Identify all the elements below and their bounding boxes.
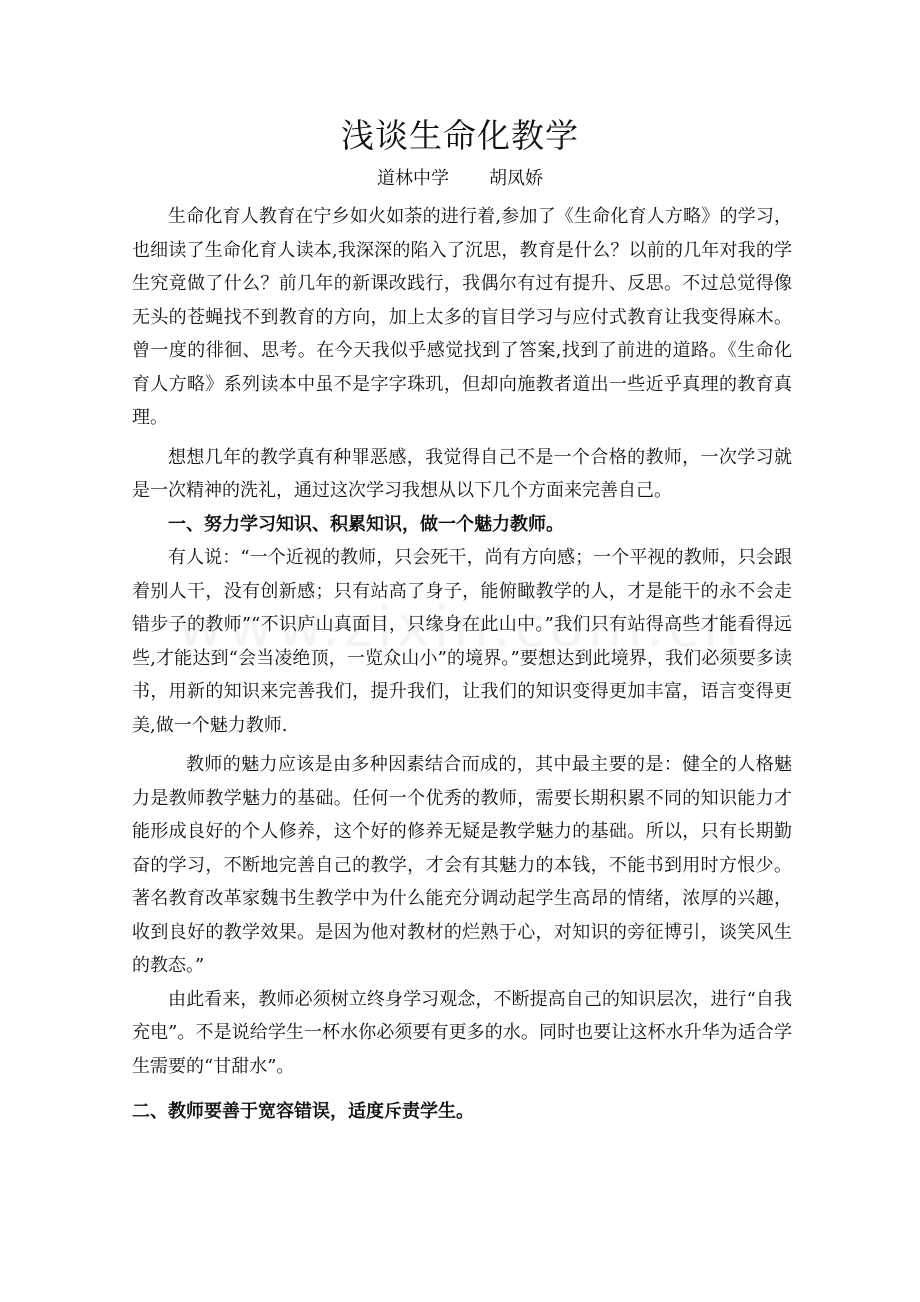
byline <box>0 166 920 192</box>
author-name: 胡凤娇 <box>489 168 543 189</box>
section-heading-1: 一、努力学习知识、积累知识，做一个魅力教师。 <box>168 513 564 535</box>
paragraph-intro: 生命化育人教育在宁乡如火如荼的进行着,参加了《生命化育人方略》的学习，也细读了生命化育人读本,我深深的陷入了沉思，教育是什么？以前的几年对我的学生究竟做了什么？前几年的新课改践行，我偶尔有过有提升、反思。不过总觉得像无头的苍蝇找不到教育的方向，加上太多的盲目学习与应付式教育让我变得麻木。曾一度的徘徊、思考。在今天我似乎感觉找到了答案,找到了前进的道路。《生命化育人方略》系列读本中虽不是字字珠玑，但却向施教者道出一些近乎真理的教育真理。 <box>132 206 792 428</box>
paragraph-charm: 教师的魅力应该是由多种因素结合而成的，其中最主要的是：健全的人格魅力是教师教学魅力的基础。任何一个优秀的教师，需要长期积累不同的知识能力才能形成良好的个人修养，这个好的修养无疑是教学魅力的基础。所以，只有长期勤奋的学习，不断地完善自己的教学，才会有其魅力的本钱，不能书到用时方恨少。著名教育改革家魏书生教学中为什么能充分调动起学生高昂的情绪，浓厚的兴趣，收到良好的教学效果。是因为他对教材的烂熟于心，对知识的旁征博引，谈笑风生的教态。” <box>132 754 792 976</box>
paragraph-quote: 有人说：“一个近视的教师，只会死干，尚有方向感；一个平视的教师，只会跟着别人干，没有创新感；只有站高了身子，能俯瞰教学的人，才是能干的永不会走错步子的教师”“不识庐山真面目，只缘身在此山中。”我们只有站得高些才能看得远些,才能达到“会当凌绝顶，一览众山小”的境界。”要想达到此境界，我们必须要多读书，用新的知识来完善我们，提升我们，让我们的知识变得更加丰富，语言变得更美,做一个魅力教师. <box>132 547 792 736</box>
document-title: 浅谈生命化教学 <box>341 116 579 155</box>
section-heading-2: 二、教师要善于宽容错误，适度斥责学生。 <box>132 1101 474 1122</box>
author-school: 道林中学 <box>377 168 449 189</box>
paragraph-conclusion: 由此看来，教师必须树立终身学习观念，不断提高自己的知识层次，进行“自我充电”。不是说给学生一杯水你必须要有更多的水。同时也要让这杯水升华为适合学生需要的“甘甜水”。 <box>132 988 792 1077</box>
document-body <box>132 200 792 1129</box>
paragraph-reflection: 想想几年的教学真有种罪恶感，我觉得自己不是一个合格的教师，一次学习就是一次精神的洗礼，通过这次学习我想从以下几个方面来完善自己。 <box>132 446 792 501</box>
